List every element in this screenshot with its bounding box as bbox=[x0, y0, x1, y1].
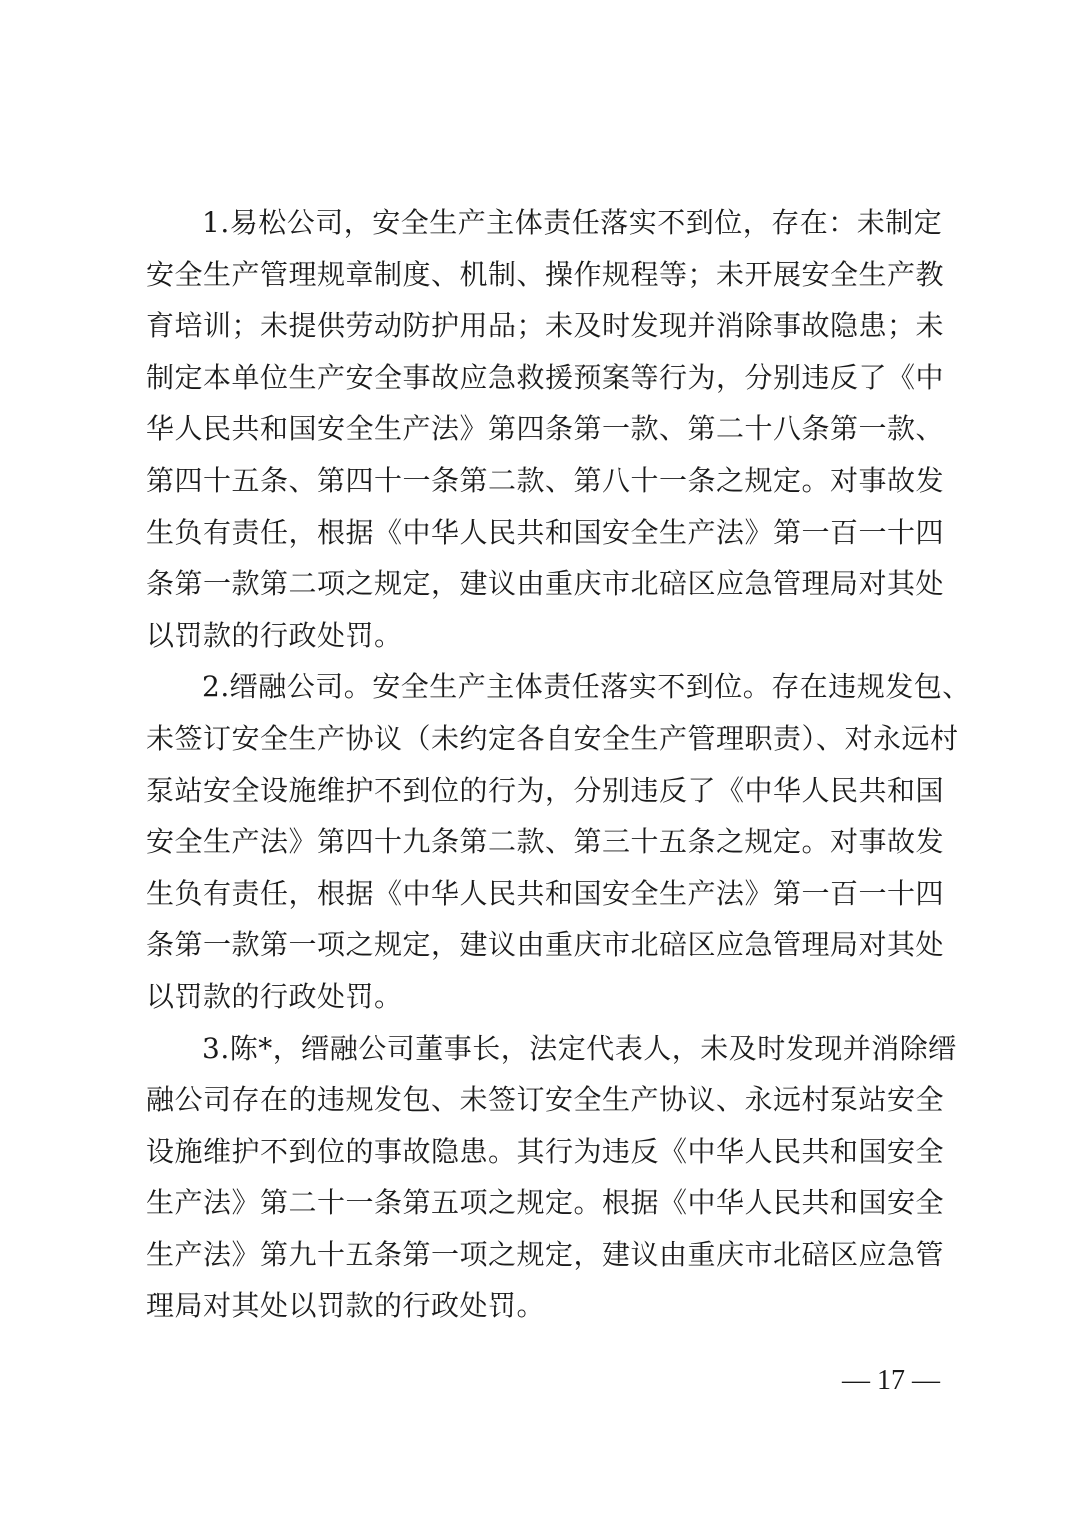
paragraph-2-line-4: 安全生产法》第四十九条第二款、第三十五条之规定。对事故发 bbox=[146, 825, 945, 859]
paragraph-2-line-6: 条第一款第一项之规定，建议由重庆市北碚区应急管理局对其处 bbox=[146, 928, 945, 962]
paragraph-1-line-3: 育培训；未提供劳动防护用品；未及时发现并消除事故隐患；未 bbox=[146, 309, 945, 343]
paragraph-2-line-5: 生负有责任，根据《中华人民共和国安全生产法》第一百一十四 bbox=[146, 876, 945, 910]
paragraph-1-line-1: 1.易松公司，安全生产主体责任落实不到位，存在：未制定 bbox=[202, 206, 943, 239]
paragraph-1-line-2: 安全生产管理规章制度、机制、操作规程等；未开展安全生产教 bbox=[146, 257, 945, 291]
paragraph-1-line-9: 以罚款的行政处罚。 bbox=[146, 618, 403, 652]
paragraph-2-line-3: 泵站安全设施维护不到位的行为，分别违反了《中华人民共和国 bbox=[146, 773, 945, 807]
paragraph-2-line-2: 未签订安全生产协议（未约定各自安全生产管理职责）、对永远村 bbox=[146, 721, 959, 755]
paragraph-1-line-8: 条第一款第二项之规定，建议由重庆市北碚区应急管理局对其处 bbox=[146, 567, 945, 601]
paragraph-2-line-7: 以罚款的行政处罚。 bbox=[146, 979, 403, 1013]
paragraph-3-line-1: 3.陈*，缙融公司董事长，法定代表人，未及时发现并消除缙 bbox=[202, 1031, 957, 1065]
paragraph-2-line-1: 2.缙融公司。安全生产主体责任落实不到位。存在违规发包、 bbox=[202, 670, 971, 704]
paragraph-3-line-4: 生产法》第二十一条第五项之规定。根据《中华人民共和国安全 bbox=[146, 1186, 945, 1220]
paragraph-1-line-6: 第四十五条、第四十一条第二款、第八十一条之规定。对事故发 bbox=[146, 463, 945, 497]
paragraph-3-line-5: 生产法》第九十五条第一项之规定，建议由重庆市北碚区应急管 bbox=[146, 1237, 945, 1271]
paragraph-3-line-2: 融公司存在的违规发包、未签订安全生产协议、永远村泵站安全 bbox=[146, 1083, 945, 1117]
paragraph-1-line-7: 生负有责任，根据《中华人民共和国安全生产法》第一百一十四 bbox=[146, 515, 945, 549]
paragraph-1-line-4: 制定本单位生产安全事故应急救援预案等行为，分别违反了《中 bbox=[146, 360, 945, 394]
paragraph-3-line-3: 设施维护不到位的事故隐患。其行为违反《中华人民共和国安全 bbox=[146, 1134, 945, 1168]
page-number: — 17 — bbox=[842, 1365, 940, 1396]
paragraph-1-line-5: 华人民共和国安全生产法》第四条第一款、第二十八条第一款、 bbox=[146, 412, 945, 446]
paragraph-3-line-6: 理局对其处以罚款的行政处罚。 bbox=[146, 1289, 546, 1323]
document-body bbox=[146, 197, 971, 1332]
